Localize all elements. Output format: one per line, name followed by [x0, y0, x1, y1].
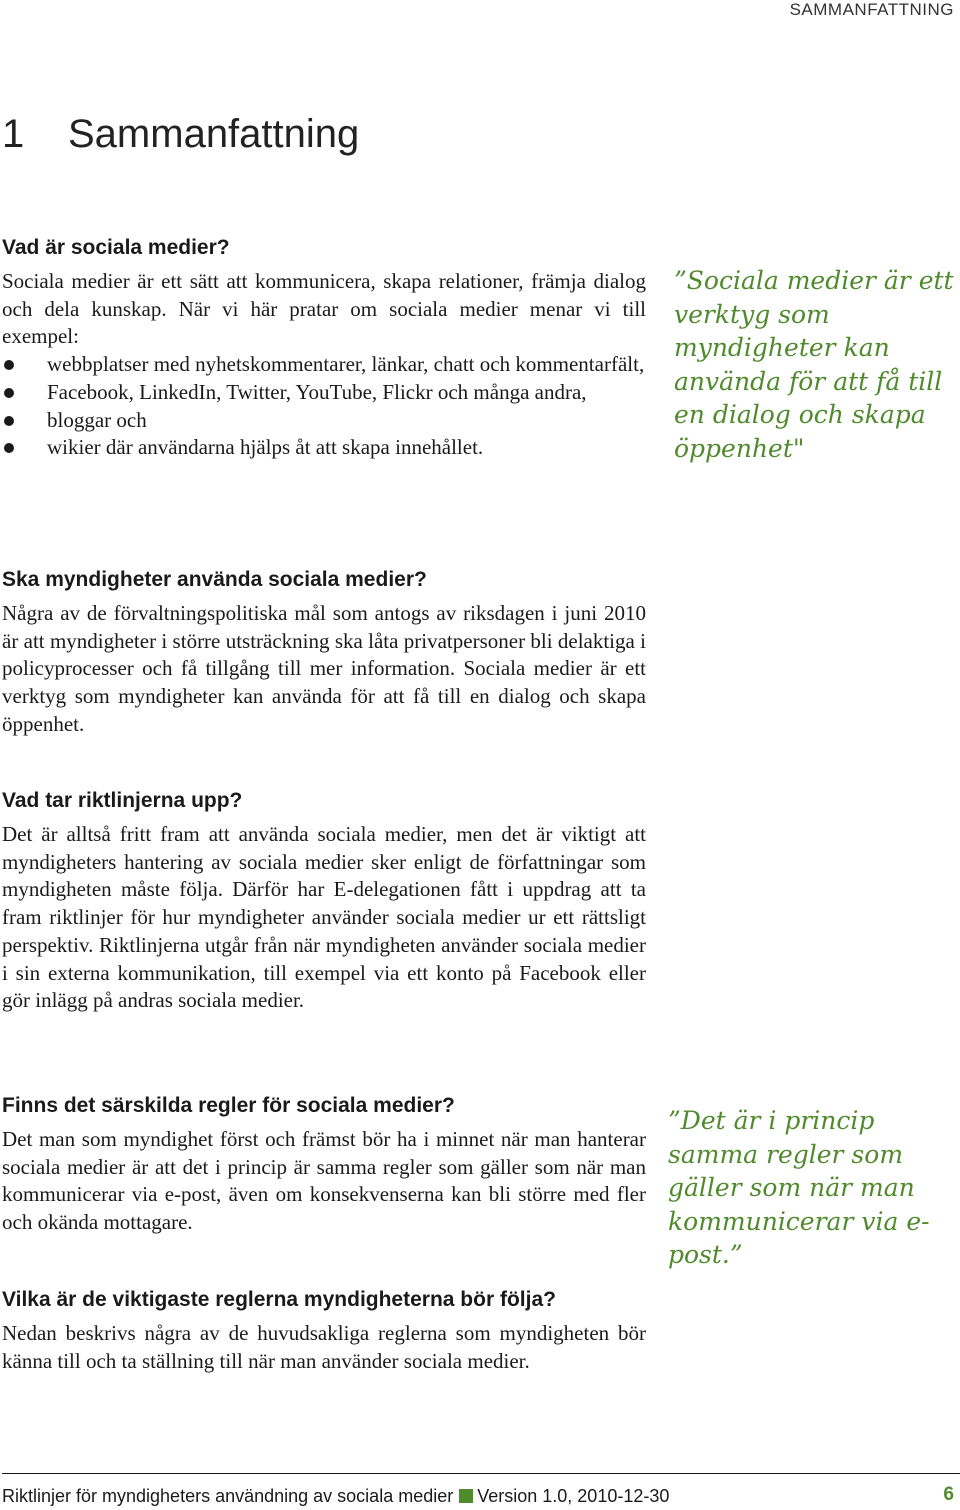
section-heading: Vad är sociala medier?	[2, 236, 230, 259]
section-paragraph: Det man som myndighet först och främst bör ha i minnet när man hanterar sociala medier är att det i princip är samma regler som gäller som när man kommunicerar via e-post, även om konsekvenserna kan bli större med fler och okända mottagare.	[2, 1127, 646, 1235]
page-number: 6	[943, 1484, 954, 1505]
section-heading: Finns det särskilda regler för sociala medier?	[2, 1094, 455, 1117]
chapter-number: 1	[2, 112, 25, 156]
footer	[2, 1486, 669, 1507]
section-heading: Vad tar riktlinjerna upp?	[2, 789, 243, 812]
bullet-dot-icon	[4, 388, 14, 398]
chapter-title	[2, 112, 359, 157]
section-guidelines-scope	[2, 787, 646, 1015]
section-most-important-rules	[2, 1286, 646, 1375]
bullet-list	[2, 351, 646, 462]
footer-version: Version 1.0, 2010-12-30	[477, 1486, 670, 1506]
bullet-dot-icon	[4, 360, 14, 370]
bullet-item: Facebook, LinkedIn, Twitter, YouTube, Flickr och många andra,	[2, 379, 646, 407]
section-heading: Ska myndigheter använda sociala medier?	[2, 568, 427, 591]
bullet-dot-icon	[4, 416, 14, 426]
section-paragraph: Sociala medier är ett sätt att kommunicera, skapa relationer, främja dialog och dela kunskap. När vi här pratar om sociala medier menar vi till exempel:	[2, 269, 646, 349]
section-paragraph: Nedan beskrivs några av de huvudsakliga reglerna som myndigheten bör känna till och ta ställning till när man använder sociala medier.	[2, 1321, 646, 1373]
footer-document-title: Riktlinjer för myndigheters användning av sociala medier	[2, 1486, 454, 1506]
section-heading: Vilka är de viktigaste reglerna myndigheterna bör följa?	[2, 1288, 556, 1311]
section-paragraph: Några av de förvaltningspolitiska mål som antogs av riksdagen i juni 2010 är att myndigheter i större utsträckning ska låta privatpersoner bli delaktiga i policyprocesser och få tillgång till mer information. Sociala medier är ett verktyg som myndigheter kan använda för att få till en dialog och skapa öppenhet.	[2, 601, 646, 736]
running-head: SAMMANFATTNING	[789, 0, 954, 19]
bullet-dot-icon	[4, 443, 14, 453]
footer-divider	[2, 1473, 960, 1474]
section-should-agencies-use	[2, 566, 646, 739]
section-special-rules	[2, 1092, 646, 1237]
bullet-item: bloggar och	[2, 407, 646, 435]
pullquote-social-media-tool: ”Sociala medier är ett verktyg som myndigheter kan använda för att få till en dialog och skapa öppenhet"	[674, 266, 954, 463]
pullquote-same-rules: ”Det är i princip samma regler som gäller som när man kommunicerar via e-post.”	[668, 1106, 930, 1269]
section-paragraph: Det är alltså fritt fram att använda sociala medier, men det är viktigt att myndigheters hantering av sociala medier sker enligt de författningar som myndigheten måste följa. Därför har E-delegationen fått i uppdrag att ta fram riktlinjer för hur myndigheter använder sociala medier ur ett rättsligt perspektiv. Riktlinjerna utgår från när myndigheten använder sociala medier i sin externa kommunikation, till exempel via ett konto på Facebook eller gör inlägg på andras sociala medier.	[2, 822, 646, 1013]
chapter-title-text: Sammanfattning	[68, 112, 360, 156]
bullet-item: wikier där användarna hjälps åt att skapa innehållet.	[2, 434, 646, 462]
section-what-is-social-media	[2, 234, 646, 462]
bullet-item: webbplatser med nyhetskommentarer, länkar, chatt och kommentarfält,	[2, 351, 646, 379]
green-square-icon	[459, 1489, 473, 1503]
